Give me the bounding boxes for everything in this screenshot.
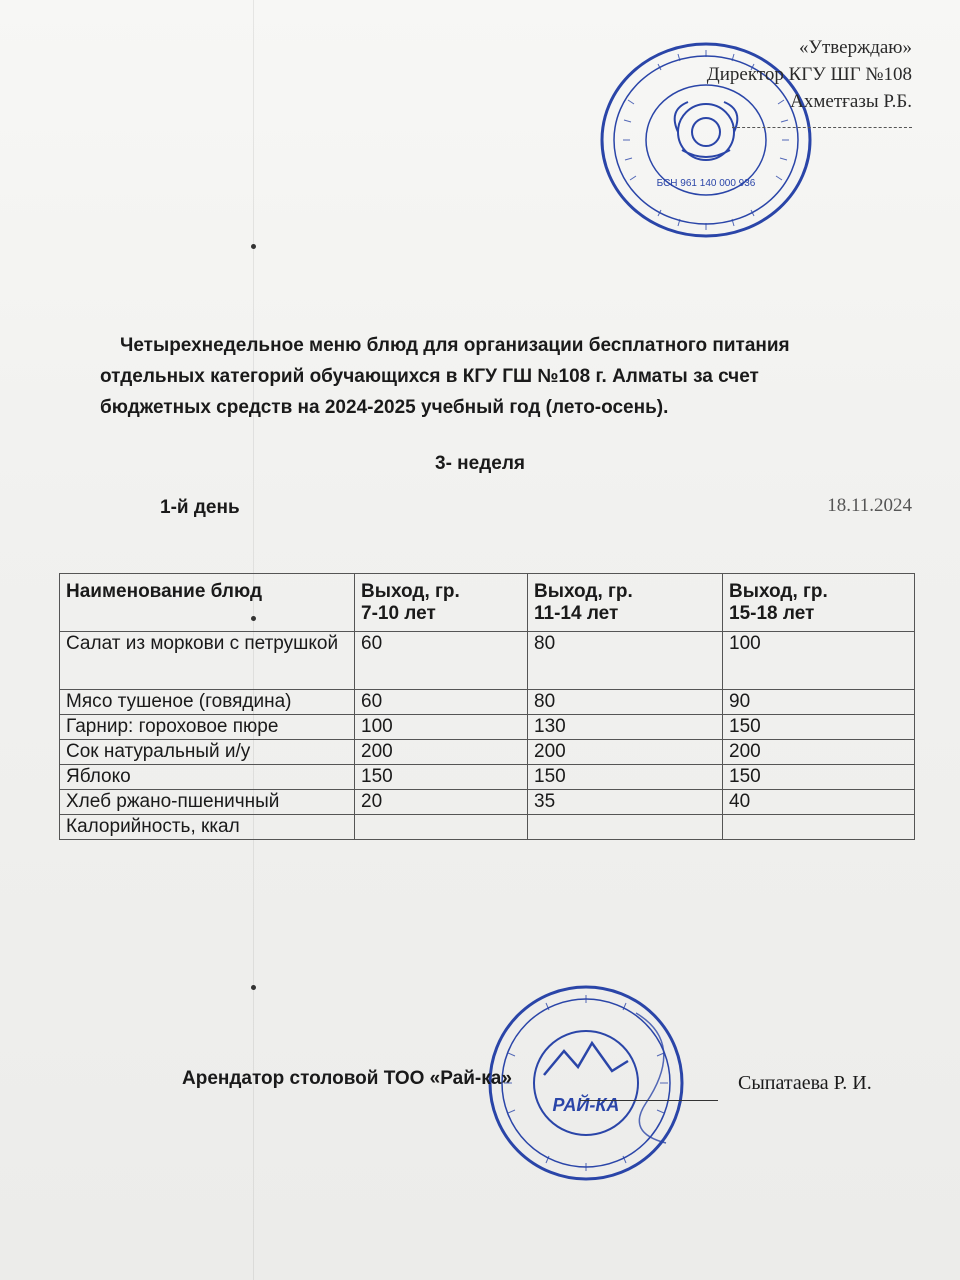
table-row (60, 740, 915, 765)
portion-7-10 (355, 815, 528, 840)
portion-11-14: 200 (528, 740, 723, 765)
portion-15-18 (723, 815, 915, 840)
portion-11-14: 80 (528, 690, 723, 715)
stamp-company-name: РАЙ-КА (552, 1095, 620, 1115)
table-row (60, 690, 915, 715)
stamp-number: БСН 961 140 000 936 (656, 178, 756, 189)
dish-name: Салат из моркови с петрушкой (60, 632, 355, 690)
column-header: Наименование блюд (60, 574, 355, 632)
table-row (60, 790, 915, 815)
portion-15-18: 90 (723, 690, 915, 715)
approval-heading: «Утверждаю» (799, 37, 912, 58)
portion-7-10: 100 (355, 715, 528, 740)
dish-name: Сок натуральный и/у (60, 740, 355, 765)
title-line: бюджетных средств на 2024-2025 учебный год (лето-осень). (100, 397, 669, 418)
date-label: 18.11.2024 (827, 495, 912, 516)
portion-7-10: 200 (355, 740, 528, 765)
day-label: 1-й день (160, 497, 240, 518)
table-row (60, 815, 915, 840)
dish-name: Хлеб ржано-пшеничный (60, 790, 355, 815)
approval-signature-line (732, 115, 912, 128)
portion-11-14: 130 (528, 715, 723, 740)
portion-11-14: 80 (528, 632, 723, 690)
signature-line (580, 1100, 718, 1101)
portion-15-18: 100 (723, 632, 915, 690)
approval-block (707, 34, 912, 128)
portion-11-14: 150 (528, 765, 723, 790)
pin-mark (251, 244, 256, 249)
title-line: Четырехнедельное меню блюд для организации бесплатного питания (120, 335, 790, 356)
dish-name: Гарнир: гороховое пюре (60, 715, 355, 740)
table-header-row (60, 574, 915, 632)
portion-7-10: 60 (355, 690, 528, 715)
approval-position: Директор КГУ ШГ №108 (706, 64, 912, 85)
dish-name: Калорийность, ккал (60, 815, 355, 840)
portion-15-18: 40 (723, 790, 915, 815)
renter-label: Арендатор столовой ТОО «Рай-ка» (182, 1068, 512, 1089)
portion-15-18: 150 (723, 715, 915, 740)
company-seal-stamp (486, 983, 686, 1183)
dish-name: Мясо тушеное (говядина) (60, 690, 355, 715)
portion-15-18: 150 (723, 765, 915, 790)
portion-11-14 (528, 815, 723, 840)
approval-director: Ахметғазы Р.Б. (790, 91, 912, 112)
table-row (60, 715, 915, 740)
pin-mark (251, 985, 256, 990)
portion-7-10: 20 (355, 790, 528, 815)
column-header: Выход, гр. 15-18 лет (723, 574, 915, 632)
portion-15-18: 200 (723, 740, 915, 765)
column-header: Выход, гр. 11-14 лет (528, 574, 723, 632)
title-line: отдельных категорий обучающихся в КГУ ГШ №108 г. Алматы за счет (100, 366, 759, 387)
page-title (100, 330, 890, 423)
portion-7-10: 60 (355, 632, 528, 690)
renter-name: Сыпатаева Р. И. (738, 1072, 872, 1094)
portion-11-14: 35 (528, 790, 723, 815)
table-row (60, 765, 915, 790)
week-label: 3- неделя (435, 453, 525, 474)
column-header: Выход, гр. 7-10 лет (355, 574, 528, 632)
portion-7-10: 150 (355, 765, 528, 790)
menu-table (59, 573, 915, 840)
dish-name: Яблоко (60, 765, 355, 790)
table-row (60, 632, 915, 690)
